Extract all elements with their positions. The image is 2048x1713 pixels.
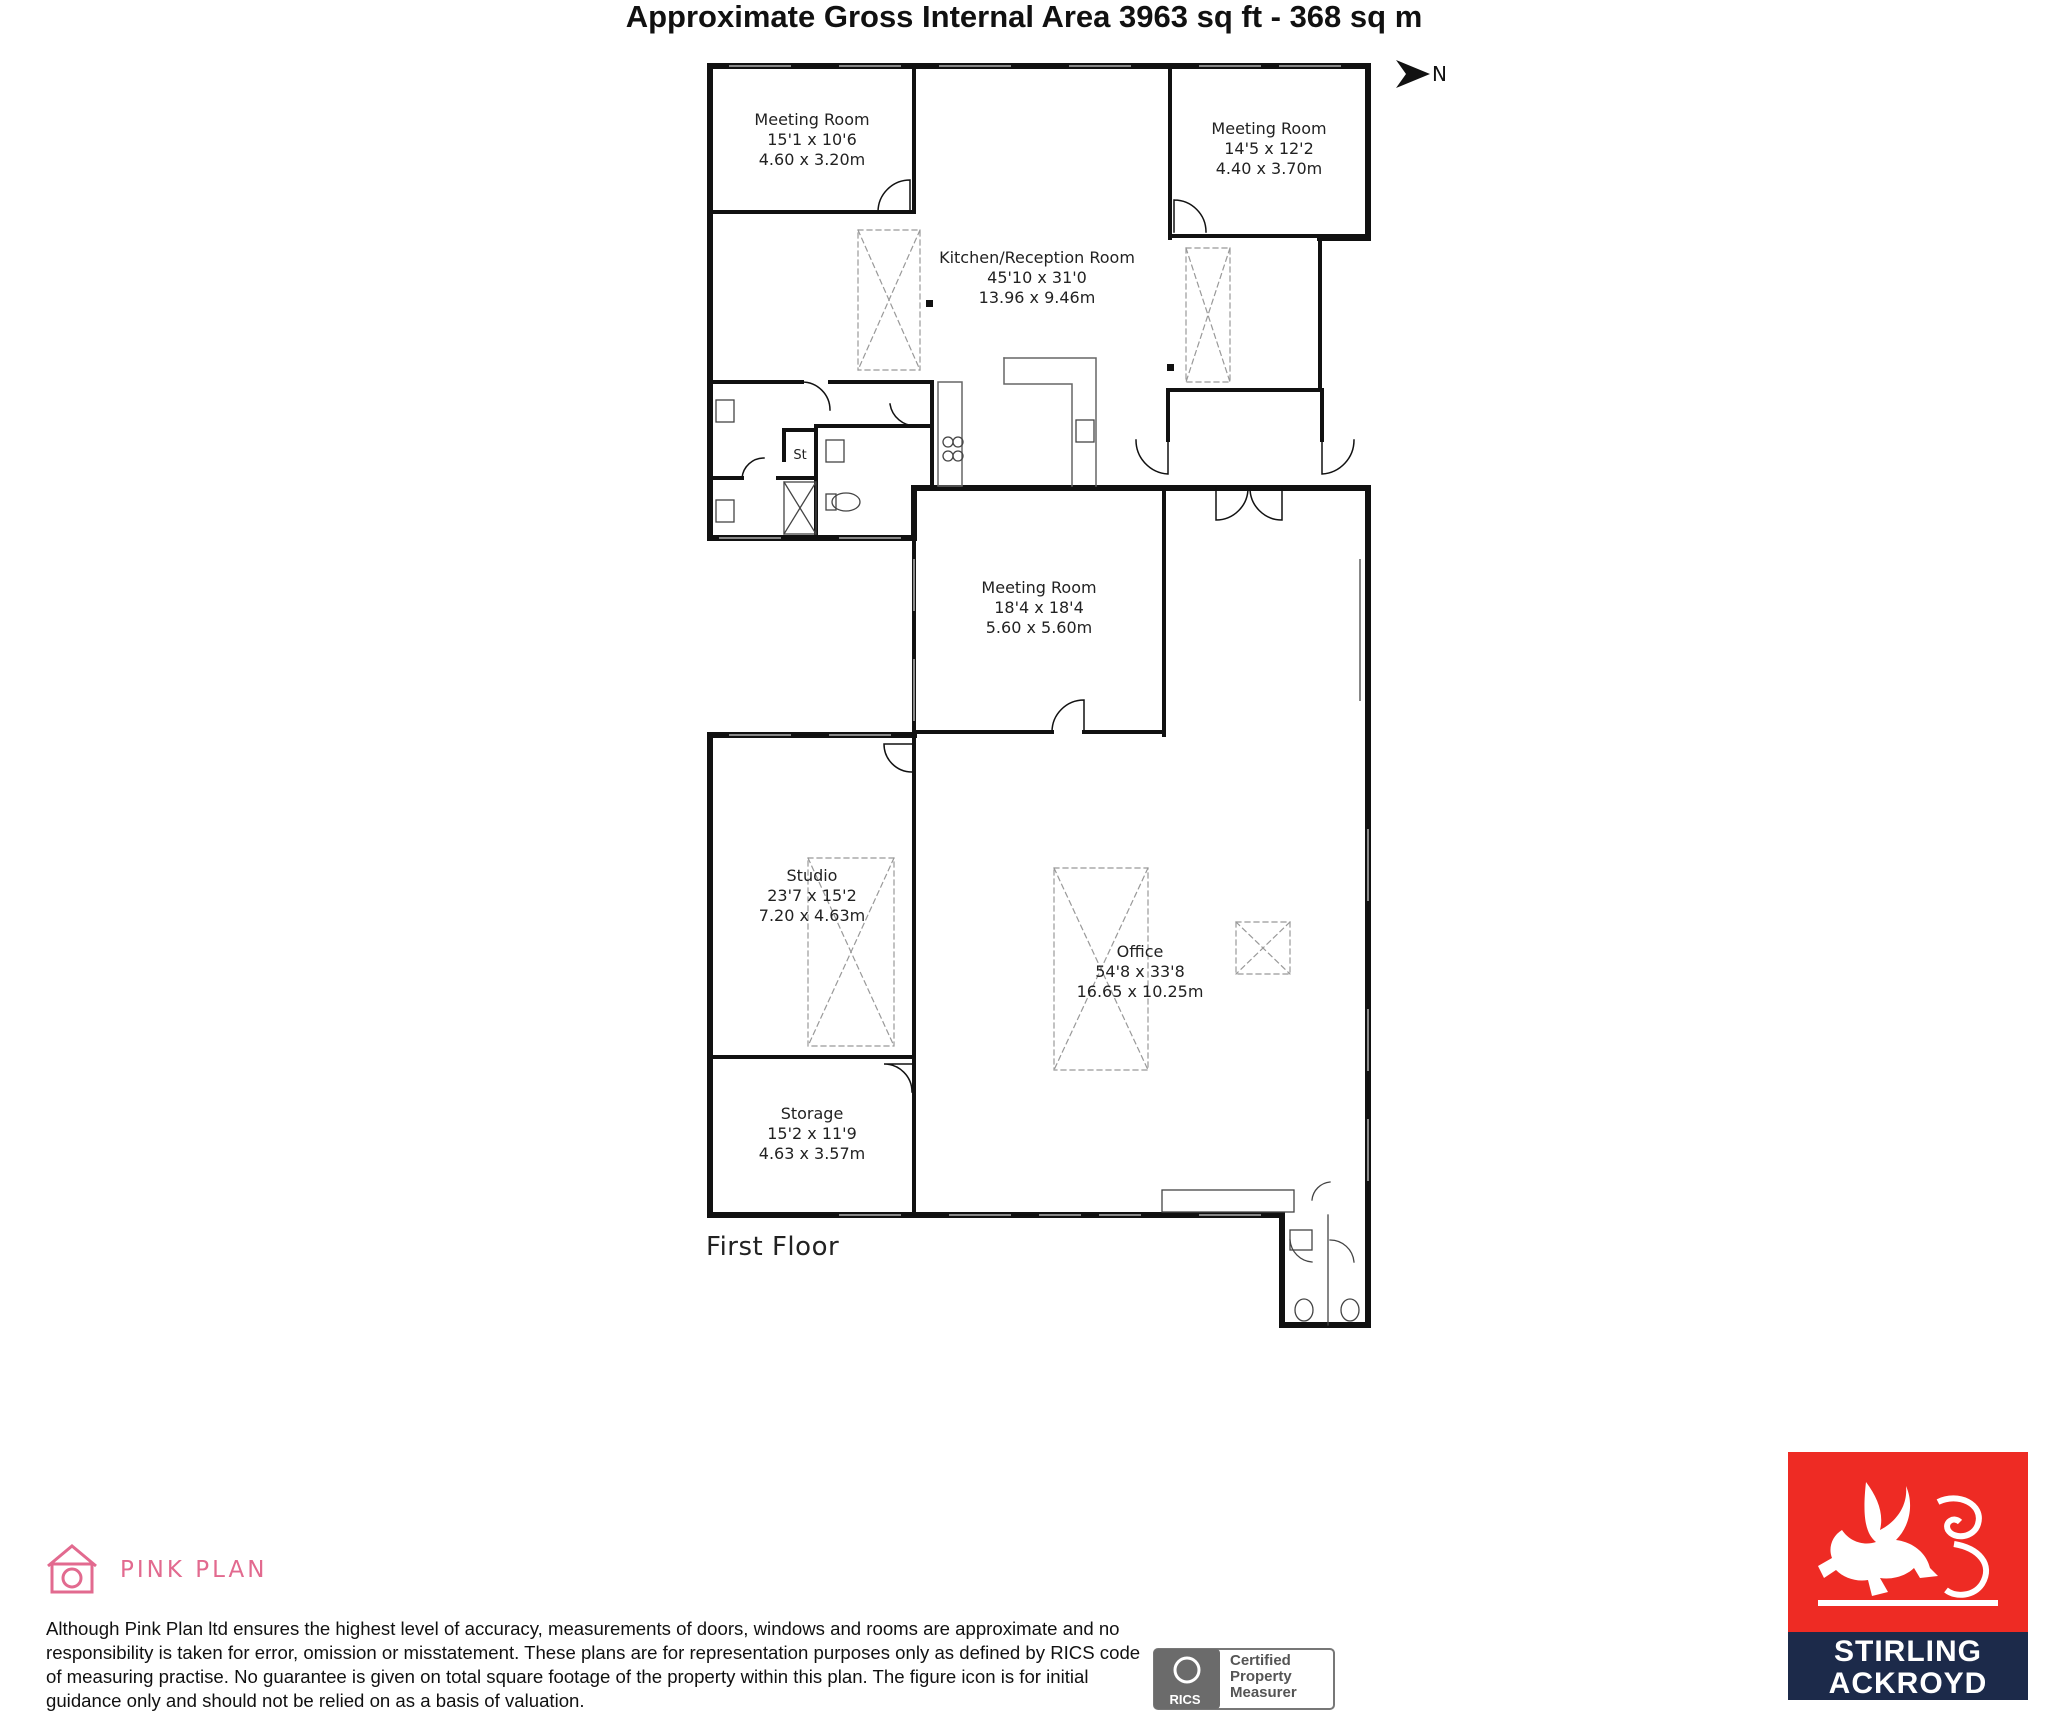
kitchen-counter [938,358,1096,486]
room-name: Meeting Room [981,578,1097,597]
room-name: Office [1116,942,1164,961]
room-name: Kitchen/Reception Room [939,248,1135,267]
rics-line-1: Certified [1230,1652,1291,1669]
room-meeting-3 [981,578,1096,638]
room-imperial: 54'8 x 33'8 [1095,962,1185,981]
room-metric: 13.96 x 9.46m [978,288,1096,307]
rics-line-3: Measurer [1230,1684,1297,1701]
room-metric: 5.60 x 5.60m [985,618,1093,637]
room-imperial: 15'2 x 11'9 [767,1124,857,1143]
room-name: Storage [780,1104,844,1123]
room-metric: 16.65 x 10.25m [1076,982,1204,1001]
room-metric: 7.20 x 4.63m [758,906,866,925]
room-meeting-2 [1211,119,1326,179]
room-meeting-1 [754,110,869,170]
room-metric: 4.63 x 3.57m [758,1144,866,1163]
room-kitchen-reception [939,248,1135,308]
store-label: St [793,448,807,463]
room-imperial: 14'5 x 12'2 [1224,139,1314,158]
rooflights [808,230,1290,1070]
floor-label: First Floor [706,1232,840,1262]
room-imperial: 45'10 x 31'0 [987,268,1087,287]
page-title: Approximate Gross Internal Area 3963 sq ft - 368 sq m [625,0,1423,34]
room-name: Studio [786,866,838,885]
rics-certified-text [1230,1653,1330,1701]
agent-name-line-1: STIRLING [1834,1635,1982,1668]
room-imperial: 15'1 x 10'6 [767,130,857,149]
north-label: N [1432,62,1447,86]
rics-line-2: Property [1230,1668,1292,1685]
rics-badge-label: RICS [1169,1692,1201,1707]
room-name: Meeting Room [754,110,870,129]
room-metric: 4.60 x 3.20m [758,150,866,169]
disclaimer-text: Although Pink Plan ltd ensures the highest level of accuracy, measurements of doors, windows and rooms are approximate and no responsibility is taken for error, omission or misstatement. These plans are for representation purposes only as defined by RICS code of measuring practise. No guarantee is given on total square footage of the property within this plan. The figure icon is for initial guidance only and should not be relied on as a basis of valuation. [46,1618,1141,1711]
room-metric: 4.40 x 3.70m [1215,159,1323,178]
interior-walls [710,66,1368,1215]
pink-plan-logo-icon [44,1540,100,1596]
agent-name-line-2: ACKROYD [1828,1667,1988,1700]
room-imperial: 18'4 x 18'4 [994,598,1084,617]
windows [720,66,1368,1215]
room-studio [759,866,865,926]
room-imperial: 23'7 x 15'2 [767,886,857,905]
room-name: Meeting Room [1211,119,1327,138]
room-office [1077,942,1204,1002]
room-storage [759,1104,865,1164]
brand-name: PINK PLAN [120,1557,268,1583]
agent-name [1788,1636,2028,1700]
